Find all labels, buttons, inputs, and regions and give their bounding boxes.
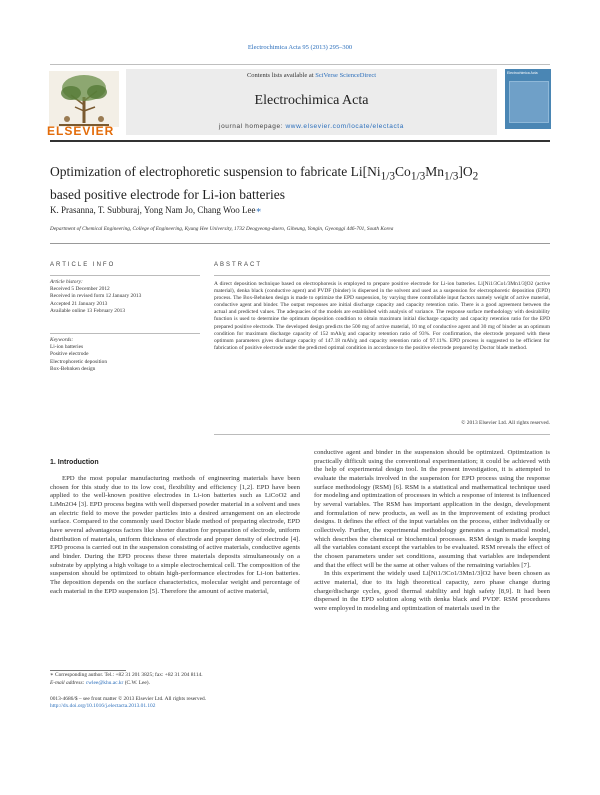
- publication-info: [50, 696, 300, 711]
- title-co: Co: [395, 164, 411, 179]
- right-paragraph-1: conductive agent and binder in the suspension should be optimized. Optimization is practically difficult using the conventional experimentation; it could be achieved with the help of experimental design tool. In the present investigation, it is attempted to evaluate the materials involved in the suspension for EPD process using the response surface methodology (RSM) [6]. RSM is a statistical and mathematical technique used for modeling and optimization of processes in which a response of interest is influenced by several variables. The RSM has important application in the design, development and formulation of new products, as well as in the improvement of existing product designs. It defines the effect of the input variables on the process, either individually or collectively. Further, the experimental methodology generates a mathematical model, which describes the chemical or biochemical processes. RSM design is made keeping all the variables constant except the variables to be evaluated. RSM reveals the effect of the chosen parameters under set conditions, assuming that variables are independent and that the effect will be the same at other values of the remaining variables [7].: [314, 449, 550, 569]
- title-part-1: Optimization of electrophoretic suspension to fabricate Li[Ni: [50, 164, 381, 179]
- abstract-label: ABSTRACT: [214, 262, 263, 268]
- keyword-item: Box-Behnken design: [50, 365, 96, 372]
- cover-title: Electrochimica Acta: [507, 71, 538, 75]
- front-matter-divider: [50, 243, 550, 244]
- history-item: Available online 13 February 2013: [50, 307, 126, 314]
- footnote-contact: ∗ Corresponding author. Tel.: +82 31 201 3825; fax: +82 31 204 8114.: [50, 672, 203, 678]
- article-info-divider: [50, 275, 200, 276]
- footnote-divider: [50, 670, 126, 671]
- journal-title: Electrochimica Acta: [254, 93, 369, 108]
- title-o: ]O: [458, 164, 473, 179]
- right-paragraph-2: In this experiment the widely used Li[Ni1/3Co1/3Mn1/3]O2 have been chosen as active material, due to its high theoretical capacity, zero phase change during charge/discharge cycles, good thermal stability and high safety [8,9]. It had been dispersed in the EPD solution along with denka black and PVDF. RSM procedures were employed in modeling and optimization of materials used in the: [314, 570, 550, 612]
- journal-homepage-line: [126, 123, 497, 130]
- keyword-item: Electrophoretic deposition: [50, 358, 108, 365]
- introduction-heading: 1. Introduction: [50, 459, 99, 466]
- author-affiliation: Department of Chemical Engineering, College of Engineering, Kyung Hee University, 1732 Deogyeong-daero, Giheung, Yongin, Gyeonggi 446-701, South Korea: [50, 226, 394, 232]
- homepage-link[interactable]: www.elsevier.com/locate/electacta: [285, 123, 404, 130]
- introduction-right-column: [314, 449, 550, 613]
- email-link[interactable]: cwlee@khu.ac.kr: [85, 679, 124, 686]
- article-history: [50, 279, 200, 315]
- keywords-block: [50, 337, 200, 373]
- contents-prefix: Contents lists available at: [246, 72, 316, 79]
- issn-line: 0013-4686/$ – see front matter © 2013 Elsevier Ltd. All rights reserved.: [50, 696, 207, 702]
- header-divider: [50, 64, 550, 65]
- homepage-prefix: journal homepage:: [219, 123, 286, 130]
- title-mn: Mn: [425, 164, 444, 179]
- keyword-item: Positive electrode: [50, 351, 89, 358]
- article-title: [50, 163, 550, 203]
- keywords-heading: Keywords:: [50, 337, 74, 343]
- sciencedirect-link[interactable]: SciVerse ScienceDirect: [315, 72, 377, 79]
- abstract-text: A direct deposition technique based on electrophoresis is employed to prepare positive electrode for Li-ion batteries. Li[Ni1/3Co1/3Mn1/3]O2 (active material), denka black (conductive agent) and PVDF (binder) is dispersed in the solvent and used as a suspension for electrophoretic deposition (EPD) process. The Box-Behnken design is made to optimize the EPD suspension, by varying three controllable input factors namely weight of active material, conductive agent and binder. The output responses are initial discharge capacity and capacity retention ratio. There is a good agreement between the actual and predicted values. The adequacies of the models are established with analysis of variance. The response surface methodology with desirability function is used to determine the optimum deposition condition to obtain maximum initial discharge capacity and capacity retention ratio for the EPD prepared positive electrode. The developed design predicts the 500 mg of active material, 10 mg of conductive agent and 30 mg of binder as an optimum condition for maximum discharge capacity of 152 mAh/g and capacity retention ratio of 93%. For confirmation, the electrode prepared with these optimum parameters gives discharge capacity of 147.18 mAh/g and capacity retention ratio of 97.11%. EPD process is suggested to be efficient for fabrication of positive electrode under the predicted optimal condition in accordance to the positive electrode prepared by Doctor blade method.: [214, 281, 550, 351]
- keywords-divider: [50, 333, 200, 334]
- abstract-bottom-divider: [214, 434, 550, 435]
- title-part-2: based positive electrode for Li-ion batteries: [50, 186, 286, 202]
- footnote-email-line: [50, 680, 300, 688]
- journal-cover-thumbnail: [505, 69, 551, 129]
- email-suffix: (C.W. Lee).: [124, 679, 150, 686]
- title-sub-o2: 2: [472, 170, 479, 183]
- history-heading: Article history:: [50, 279, 83, 285]
- title-sub-mn: 1/3: [443, 170, 459, 183]
- contents-available-line: [126, 72, 497, 79]
- authors-text: K. Prasanna, T. Subburaj, Yong Nam Jo, Chang Woo Lee: [50, 205, 256, 215]
- cover-image: [509, 81, 549, 123]
- header-thick-divider: [50, 140, 550, 142]
- introduction-left-column: EPD the most popular manufacturing methods of engineering materials have been chosen for this study due to its low cost, flexibility and efficiency [1,2]. EPD have been applied to the well-known positive electrodes in Li-ion batteries such as LiCoO2 and LiMn2O4 [3]. EPD process begins with well dispersed powder material in a solvent and uses an electric field to move the powder particles into a desired arrangement on an electrode surface. Compared to the commonly used Doctor blade method of preparing electrode, EPD have several advantageous factors like shorter duration for preparation of electrode, uniform distribution of materials, uniform thickness of electrode and proper density of electrode [4]. EPD process is carried out in the suspension consisting of active materials, conductive agents and binder. During the EPD process these three materials deposits simultaneously on a substrate by applying a high voltage to a simple electrochemical cell. The composition of the suspension should be optimized to obtain high-performance electrodes for Li-ion batteries. The deposition depends on the surface characteristics, molecular weight and percentage of each material in the EPD suspension [5]. Therefore the amount of active material,: [50, 475, 300, 595]
- corresponding-author-marker[interactable]: ∗: [255, 205, 262, 215]
- abstract-divider: [214, 275, 550, 276]
- corresponding-author-footnote: [50, 672, 300, 688]
- history-item: Accepted 21 January 2013: [50, 300, 108, 307]
- history-item: Received 5 December 2012: [50, 286, 110, 293]
- title-sub-ni: 1/3: [380, 170, 396, 183]
- author-list: [50, 205, 262, 216]
- email-label: E-mail address:: [50, 679, 85, 686]
- title-sub-co: 1/3: [410, 170, 426, 183]
- publisher-wordmark: ELSEVIER: [47, 124, 115, 138]
- history-item: Received in revised form 12 January 2013: [50, 293, 142, 300]
- article-info-label: ARTICLE INFO: [50, 262, 116, 268]
- journal-reference-link[interactable]: Electrochimica Acta 95 (2013) 295–300: [247, 44, 353, 51]
- keyword-item: Li-ion batteries: [50, 344, 84, 351]
- doi-link[interactable]: http://dx.doi.org/10.1016/j.electacta.2013.01.102: [50, 703, 156, 710]
- copyright-notice: © 2013 Elsevier Ltd. All rights reserved.: [461, 420, 550, 426]
- elsevier-tree-logo: [49, 71, 119, 127]
